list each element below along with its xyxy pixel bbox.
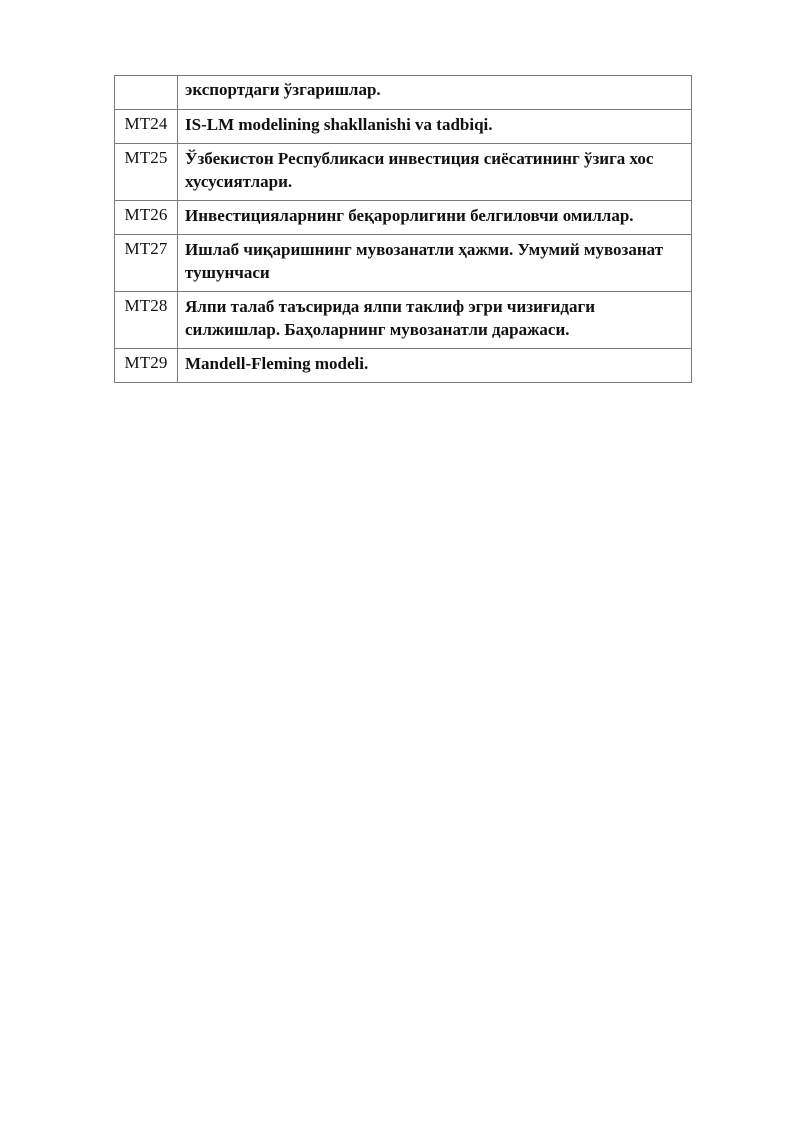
topic-code: MT28 [115,292,178,349]
topic-title: Инвестицияларнинг беқарорлигини белгиловчи омиллар. [178,201,692,235]
table-row [115,76,692,110]
topic-title: Ишлаб чиқаришнинг мувозанатли ҳажми. Умумий мувозанат тушунчаси [178,235,692,292]
table-row [115,235,692,292]
topic-code: MT27 [115,235,178,292]
topic-code [115,76,178,110]
topic-title: экспортдаги ўзгаришлар. [178,76,692,110]
topic-title: Ялпи талаб таъсирида ялпи таклиф эгри чизиғидаги силжишлар. Баҳоларнинг мувозанатли даражаси. [178,292,692,349]
topics-table [114,75,692,383]
table-row [115,201,692,235]
topic-code: MT26 [115,201,178,235]
table-row [115,144,692,201]
table-row [115,292,692,349]
topic-code: MT24 [115,110,178,144]
topic-title: IS-LM modelining shakllanishi va tadbiqi. [178,110,692,144]
topic-title: Mandell-Fleming modeli. [178,349,692,383]
table-row [115,110,692,144]
topic-title: Ўзбекистон Республикаси инвестиция сиёсатининг ўзига хос хусусиятлари. [178,144,692,201]
table-row [115,349,692,383]
topic-code: MT29 [115,349,178,383]
topic-code: MT25 [115,144,178,201]
